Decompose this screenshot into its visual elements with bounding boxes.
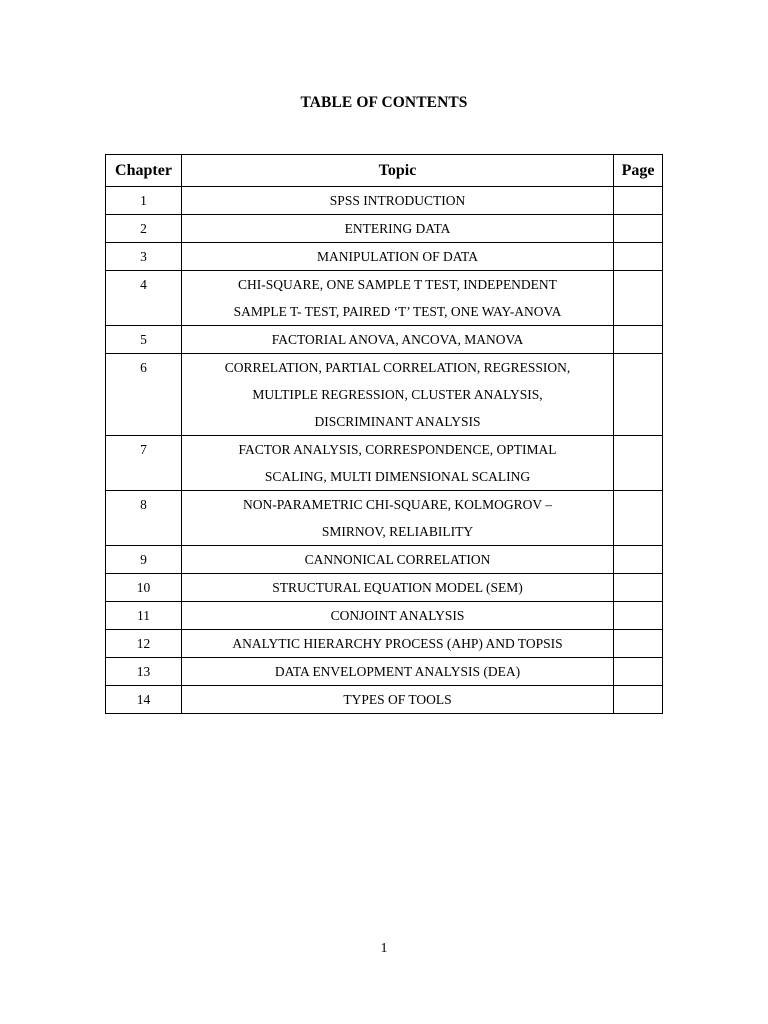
- topic-cell: [182, 602, 614, 630]
- topic-line: MULTIPLE REGRESSION, CLUSTER ANALYSIS,: [252, 387, 543, 402]
- chapter-cell: 9: [106, 546, 182, 574]
- topic-cell: [182, 546, 614, 574]
- topic-line: CONJOINT ANALYSIS: [330, 608, 465, 623]
- table-body: [106, 187, 663, 714]
- topic-line: TYPES OF TOOLS: [343, 692, 452, 707]
- topic-cell: [182, 686, 614, 714]
- page-cell: [614, 271, 663, 326]
- chapter-cell: 12: [106, 630, 182, 658]
- page-cell: [614, 686, 663, 714]
- table-row: [106, 215, 663, 243]
- page-cell: [614, 630, 663, 658]
- topic-line: DISCRIMINANT ANALYSIS: [314, 414, 481, 429]
- page-cell: [614, 574, 663, 602]
- topic-cell: [182, 630, 614, 658]
- topic-line: CHI-SQUARE, ONE SAMPLE T TEST, INDEPENDENT: [238, 277, 557, 292]
- page-cell: [614, 354, 663, 436]
- page-cell: [614, 658, 663, 686]
- table-row: [106, 436, 663, 491]
- topic-line: ENTERING DATA: [344, 221, 451, 236]
- page-cell: [614, 436, 663, 491]
- column-header-chapter: Chapter: [106, 155, 182, 187]
- document-title: TABLE OF CONTENTS: [300, 94, 468, 111]
- topic-cell: [182, 326, 614, 354]
- table-row: [106, 658, 663, 686]
- topic-cell: [182, 436, 614, 491]
- topic-cell: [182, 574, 614, 602]
- table-row: [106, 354, 663, 436]
- table-row: [106, 686, 663, 714]
- topic-cell: [182, 215, 614, 243]
- topic-cell: [182, 658, 614, 686]
- chapter-cell: 8: [106, 491, 182, 546]
- topic-cell: [182, 243, 614, 271]
- topic-cell: [182, 187, 614, 215]
- page-cell: [614, 215, 663, 243]
- chapter-cell: 7: [106, 436, 182, 491]
- topic-line: DATA ENVELOPMENT ANALYSIS (DEA): [274, 664, 521, 679]
- topic-line: CANNONICAL CORRELATION: [304, 552, 491, 567]
- topic-line: MANIPULATION OF DATA: [317, 249, 478, 264]
- topic-line: STRUCTURAL EQUATION MODEL (SEM): [272, 580, 523, 595]
- table-row: [106, 243, 663, 271]
- topic-cell: [182, 491, 614, 546]
- column-header-page: Page: [614, 155, 663, 187]
- topic-line: FACTOR ANALYSIS, CORRESPONDENCE, OPTIMAL: [238, 442, 557, 457]
- table-row: [106, 271, 663, 326]
- table-row: [106, 326, 663, 354]
- column-header-topic: Topic: [182, 155, 614, 187]
- chapter-cell: 6: [106, 354, 182, 436]
- topic-line: ANALYTIC HIERARCHY PROCESS (AHP) AND TOPSIS: [232, 636, 563, 651]
- chapter-cell: 11: [106, 602, 182, 630]
- topic-cell: [182, 271, 614, 326]
- topic-line: NON-PARAMETRIC CHI-SQUARE, KOLMOGROV –: [242, 497, 553, 512]
- topic-cell: [182, 354, 614, 436]
- chapter-cell: 4: [106, 271, 182, 326]
- page-cell: [614, 243, 663, 271]
- page-number: 1: [380, 941, 388, 956]
- page-cell: [614, 326, 663, 354]
- table-header-row: [106, 155, 663, 187]
- chapter-cell: 3: [106, 243, 182, 271]
- chapter-cell: 2: [106, 215, 182, 243]
- topic-line: SCALING, MULTI DIMENSIONAL SCALING: [264, 469, 531, 484]
- chapter-cell: 13: [106, 658, 182, 686]
- topic-line: FACTORIAL ANOVA, ANCOVA, MANOVA: [271, 332, 524, 347]
- page-cell: [614, 546, 663, 574]
- table-row: [106, 602, 663, 630]
- chapter-cell: 14: [106, 686, 182, 714]
- page-cell: [614, 602, 663, 630]
- table-row: [106, 546, 663, 574]
- table-of-contents: [105, 154, 663, 714]
- table-row: [106, 574, 663, 602]
- chapter-cell: 1: [106, 187, 182, 215]
- table-row: [106, 630, 663, 658]
- topic-line: SAMPLE T- TEST, PAIRED ‘T’ TEST, ONE WAY-ANOVA: [233, 304, 562, 319]
- topic-line: CORRELATION, PARTIAL CORRELATION, REGRESSION,: [224, 360, 571, 375]
- table-row: [106, 187, 663, 215]
- topic-line: SMIRNOV, RELIABILITY: [321, 524, 474, 539]
- topic-line: SPSS INTRODUCTION: [329, 193, 466, 208]
- chapter-cell: 10: [106, 574, 182, 602]
- page-cell: [614, 187, 663, 215]
- table-row: [106, 491, 663, 546]
- page-cell: [614, 491, 663, 546]
- chapter-cell: 5: [106, 326, 182, 354]
